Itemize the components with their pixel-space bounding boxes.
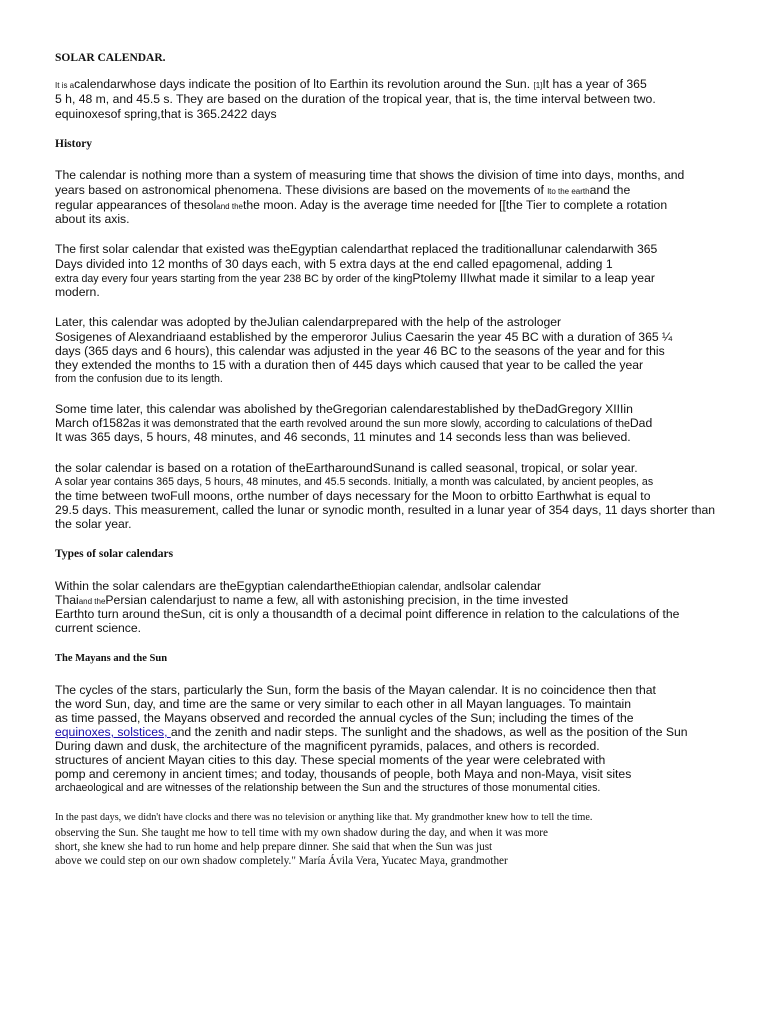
history-p2-line-4: modern. — [55, 285, 100, 299]
text-fragment: and the zenith and nadir steps. The sunlight and the shadows, as well as the position of the Sun — [170, 725, 688, 739]
text-fragment: and the — [589, 183, 631, 197]
mayans-line-4 — [55, 725, 688, 739]
history-p3-line-5: from the confusion due to its length. — [55, 373, 223, 385]
history-p3-line-3: days (365 days and 6 hours), this calendar was adjusted in the year 46 BC to the seasons of the year and for this — [55, 344, 665, 358]
intro-line-1 — [55, 77, 647, 93]
history-p1-line-4: about its axis. — [55, 212, 130, 226]
text-fragment: Within the solar calendars are theEgyptian calendarthe — [55, 579, 352, 593]
text-fragment: Dad — [629, 416, 653, 430]
intro-fragment: calendarwhose days indicate the position of — [74, 77, 314, 91]
history-p5-line-1: the solar calendar is based on a rotation of theEartharoundSunand is called seasonal, tropical, or solar year. — [55, 461, 638, 475]
text-fragment: Ptolemy IIIwhat made it similar to a leap year — [412, 271, 655, 285]
mayans-line-2: the word Sun, day, and time are the same or very similar to each other in all Mayan languages. To maintain — [55, 697, 632, 711]
mayans-line-7: pomp and ceremony in ancient times; and today, thousands of people, both Maya and non-Maya, visit sites — [55, 767, 632, 781]
mayans-heading: The Mayans and the Sun — [55, 653, 168, 664]
text-fragment: Thai — [55, 593, 79, 607]
mayans-line-8: archaeological and are witnesses of the relationship between the Sun and the structures of those monumental cities. — [55, 782, 601, 794]
history-p2-line-3 — [55, 271, 655, 286]
intro-fragment: It is a — [55, 81, 75, 90]
mayans-line-6: structures of ancient Mayan cities to this day. These special moments of the year were celebrated with — [55, 753, 606, 767]
history-p5-line-5: the solar year. — [55, 517, 132, 531]
history-p5-line-4: 29.5 days. This measurement, called the lunar or synodic month, resulted in a lunar year of 354 days, 11 days shorter than — [55, 503, 716, 517]
history-p4-line-2 — [55, 416, 652, 431]
intro-line-2: 5 h, 48 m, and 45.5 s. They are based on the duration of the tropical year, that is, the time interval between two. — [55, 92, 656, 106]
history-p5-line-2: A solar year contains 365 days, 5 hours, 48 minutes, and 45.5 seconds. Initially, a month was calculated, by ancient peoples, as — [55, 476, 654, 488]
history-p2-line-2: Days divided into 12 months of 30 days each, with 5 extra days at the end called epagomenal, adding 1 — [55, 257, 613, 271]
text-fragment: as it was demonstrated that the earth revolved around the sun more slowly, according to calculations of the — [129, 418, 630, 430]
history-p2-line-1: The first solar calendar that existed was theEgyptian calendarthat replaced the traditionallunar calendarwith 365 — [55, 242, 658, 256]
intro-fragment: It has a year of 365 — [542, 77, 647, 91]
quote-line-4: above we could step on our own shadow completely." María Ávila Vera, Yucatec Maya, grandmother — [55, 855, 508, 867]
mayans-line-5: During dawn and dusk, the architecture of the magnificent pyramids, palaces, and others is recorded. — [55, 739, 600, 753]
history-p1-line-2 — [55, 183, 630, 199]
history-p3-line-2: Sosigenes of Alexandriaand established by the emperoror Julius Caesarin the year 45 BC with a duration of 365 ¼ — [55, 330, 673, 344]
text-fragment: Ethiopian calendar, and — [351, 581, 462, 593]
text-fragment: to the earth — [549, 187, 590, 196]
text-fragment: Persian calendarjust to name a few, all with astonishing precision, in the time invested — [105, 593, 569, 607]
footnote-ref: [1] — [533, 81, 543, 90]
types-line-1 — [55, 579, 541, 594]
types-line-4: current science. — [55, 621, 142, 635]
types-line-3: Earthto turn around theSun, cit is only a thousandth of a decimal point difference in relation to the calculations of the — [55, 607, 680, 621]
mayans-line-1: The cycles of the stars, particularly the Sun, form the basis of the Mayan calendar. It is no coincidence then that — [55, 683, 656, 697]
text-fragment: extra day every four years starting from the year 238 BC by order of the king — [55, 273, 413, 285]
text-fragment: the moon. A — [242, 198, 309, 212]
text-fragment: l — [547, 187, 550, 196]
text-fragment: regular appearances of the — [55, 198, 201, 212]
intro-fragment: lto Earthin its revolution around the Sun. — [313, 77, 534, 91]
history-p4-line-3: It was 365 days, 5 hours, 48 minutes, and 46 seconds, 11 minutes and 14 seconds less than was believed. — [55, 430, 631, 444]
history-p1-line-1: The calendar is nothing more than a system of measuring time that shows the division of time into days, months, and — [55, 168, 685, 182]
text-fragment: years based on astronomical phenomena. These divisions are based on the movements of — [55, 183, 548, 197]
types-heading: Types of solar calendars — [55, 548, 174, 560]
text-fragment: day is the average time needed for [[the Tier to complete a rotation — [308, 198, 668, 212]
intro-line-3: equinoxesof spring,that is 365.2422 days — [55, 107, 277, 121]
history-p4-line-1: Some time later, this calendar was abolished by theGregorian calendarestablished by theDadGregory XIIIin — [55, 402, 633, 416]
history-p3-line-1: Later, this calendar was adopted by theJulian calendarprepared with the help of the astrologer — [55, 315, 562, 329]
text-fragment: lsolar calendar — [461, 579, 542, 593]
history-p3-line-4: they extended the months to 15 with a duration then of 445 days which caused that year to be called the year — [55, 358, 644, 372]
history-p5-line-3: the time between twoFull moons, orthe number of days necessary for the Moon to orbitto Earthwhat is equal to — [55, 489, 651, 503]
mayans-line-3: as time passed, the Mayans observed and recorded the annual cycles of the Sun; including the times of the — [55, 711, 634, 725]
quote-line-1: In the past days, we didn't have clocks and there was no television or anything like that. My grandmother knew how to tell the time. — [55, 812, 593, 823]
text-fragment: and the — [78, 597, 106, 606]
text-fragment: March of1582 — [55, 416, 130, 430]
history-p1-line-3 — [55, 198, 667, 214]
history-heading: History — [55, 138, 93, 150]
text-fragment: and the — [216, 202, 243, 211]
doc-title: SOLAR CALENDAR. — [55, 52, 166, 64]
quote-line-3: short, she knew she had to run home and help prepare dinner. She said that when the Sun was just — [55, 841, 493, 853]
equinoxes-solstices-link[interactable]: equinoxes, solstices, — [55, 725, 171, 739]
quote-line-2: observing the Sun. She taught me how to tell time with my own shadow during the day, and when it was more — [55, 827, 549, 839]
text-fragment: sol — [200, 198, 217, 212]
